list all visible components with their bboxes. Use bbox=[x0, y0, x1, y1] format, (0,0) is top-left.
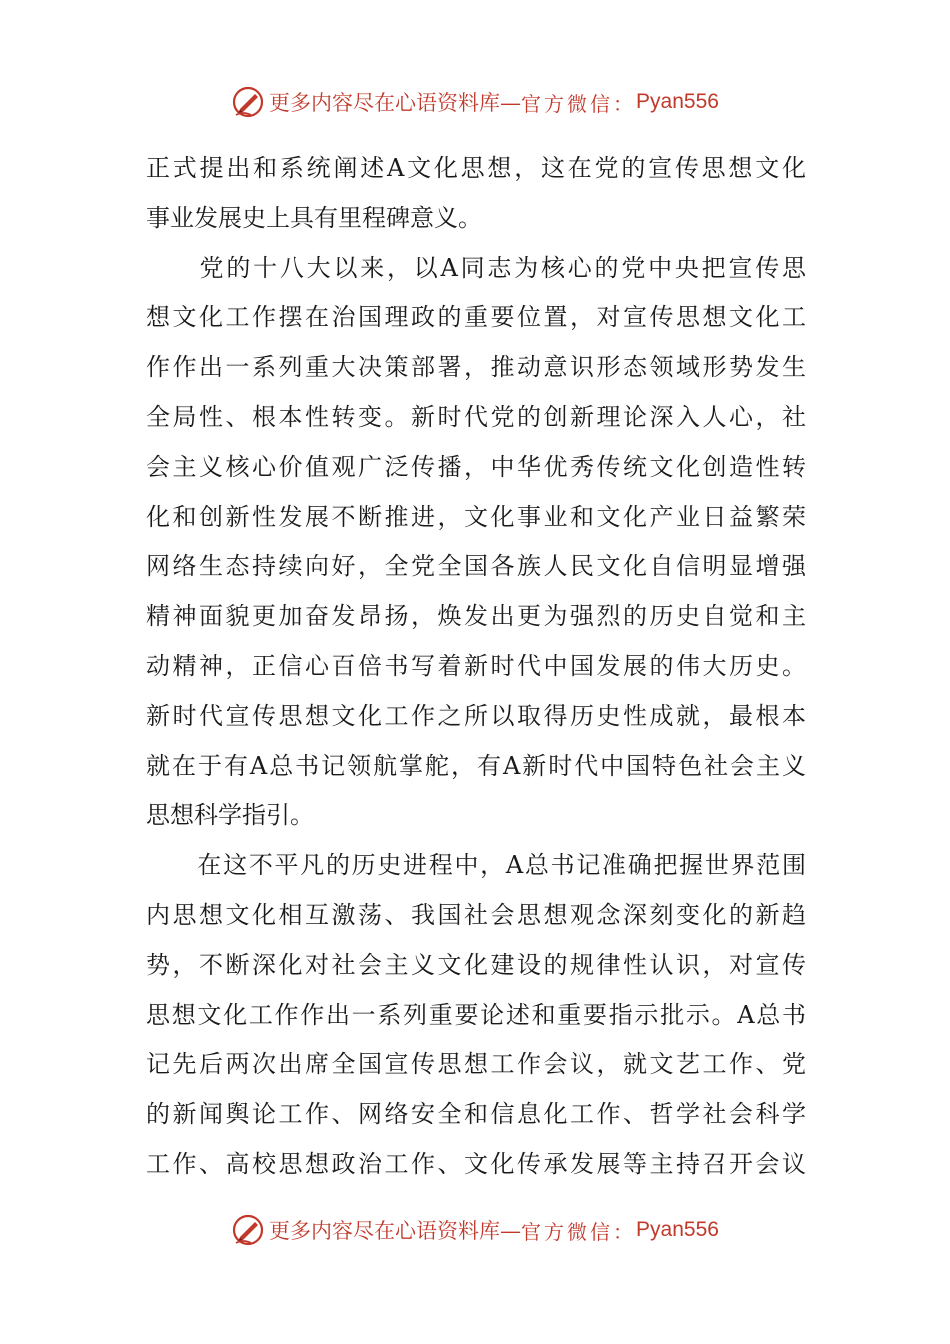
text-line: 工作、高校思想政治工作、文化传承发展等主持召开会议 bbox=[146, 1149, 806, 1178]
text-line: 全局性、根本性转变。新时代党的创新理论深入人心，社 bbox=[146, 402, 806, 431]
text-line: 就在于有A总书记领航掌舵，有A新时代中国特色社会主义 bbox=[146, 751, 806, 780]
text-line: 新时代宣传思想文化工作之所以取得历史性成就，最根本 bbox=[146, 701, 806, 730]
text-line: 思想文化工作作出一系列重要论述和重要指示批示。A总书 bbox=[146, 1000, 806, 1029]
text-line: 事业发展史上具有里程碑意义。 bbox=[146, 203, 482, 232]
pen-logo-icon bbox=[231, 1213, 265, 1247]
text-line: 会主义核心价值观广泛传播，中华优秀传统文化创造性转 bbox=[146, 452, 806, 481]
pen-logo-icon bbox=[231, 85, 265, 119]
banner-wechat-id: Pyan556 bbox=[636, 1218, 719, 1241]
document-body bbox=[146, 144, 806, 1190]
text-line: 记先后两次出席全国宣传思想工作会议，就文艺工作、党 bbox=[146, 1050, 806, 1079]
text-line: 党的十八大以来，以A同志为核心的党中央把宣传思 bbox=[146, 253, 806, 282]
banner-promo-text: 更多内容尽在心语资料库— bbox=[269, 1219, 522, 1243]
banner-wechat-id: Pyan556 bbox=[636, 90, 719, 113]
banner-promo-text: 更多内容尽在心语资料库— bbox=[269, 91, 522, 115]
text-line: 正式提出和系统阐述A文化思想，这在党的宣传思想文化 bbox=[146, 154, 806, 182]
text-line: 网络生态持续向好，全党全国各族人民文化自信明显增强 bbox=[146, 552, 806, 581]
text-line: 化和创新性发展不断推进，文化事业和文化产业日益繁荣 bbox=[146, 502, 806, 531]
text-line: 精神面貌更加奋发昂扬，焕发出更为强烈的历史自觉和主 bbox=[146, 602, 806, 631]
text-line: 想文化工作摆在治国理政的重要位置，对宣传思想文化工 bbox=[146, 303, 806, 332]
header-banner bbox=[0, 80, 950, 124]
text-line: 的新闻舆论工作、网络安全和信息化工作、哲学社会科学 bbox=[146, 1100, 806, 1129]
text-line: 思想科学指引。 bbox=[146, 801, 314, 830]
banner-wechat-label: 官方微信： bbox=[521, 91, 637, 116]
banner-wechat-label: 官方微信： bbox=[521, 1219, 637, 1244]
footer-banner bbox=[0, 1208, 950, 1252]
text-line: 在这不平凡的历史进程中，A总书记准确把握世界范围 bbox=[146, 851, 806, 880]
text-line: 动精神，正信心百倍书写着新时代中国发展的伟大历史。 bbox=[146, 651, 806, 680]
text-line: 内思想文化相互激荡、我国社会思想观念深刻变化的新趋 bbox=[146, 900, 806, 929]
text-line: 势，不断深化对社会主义文化建设的规律性认识，对宣传 bbox=[146, 950, 806, 979]
text-line: 作作出一系列重大决策部署，推动意识形态领域形势发生 bbox=[146, 353, 806, 382]
